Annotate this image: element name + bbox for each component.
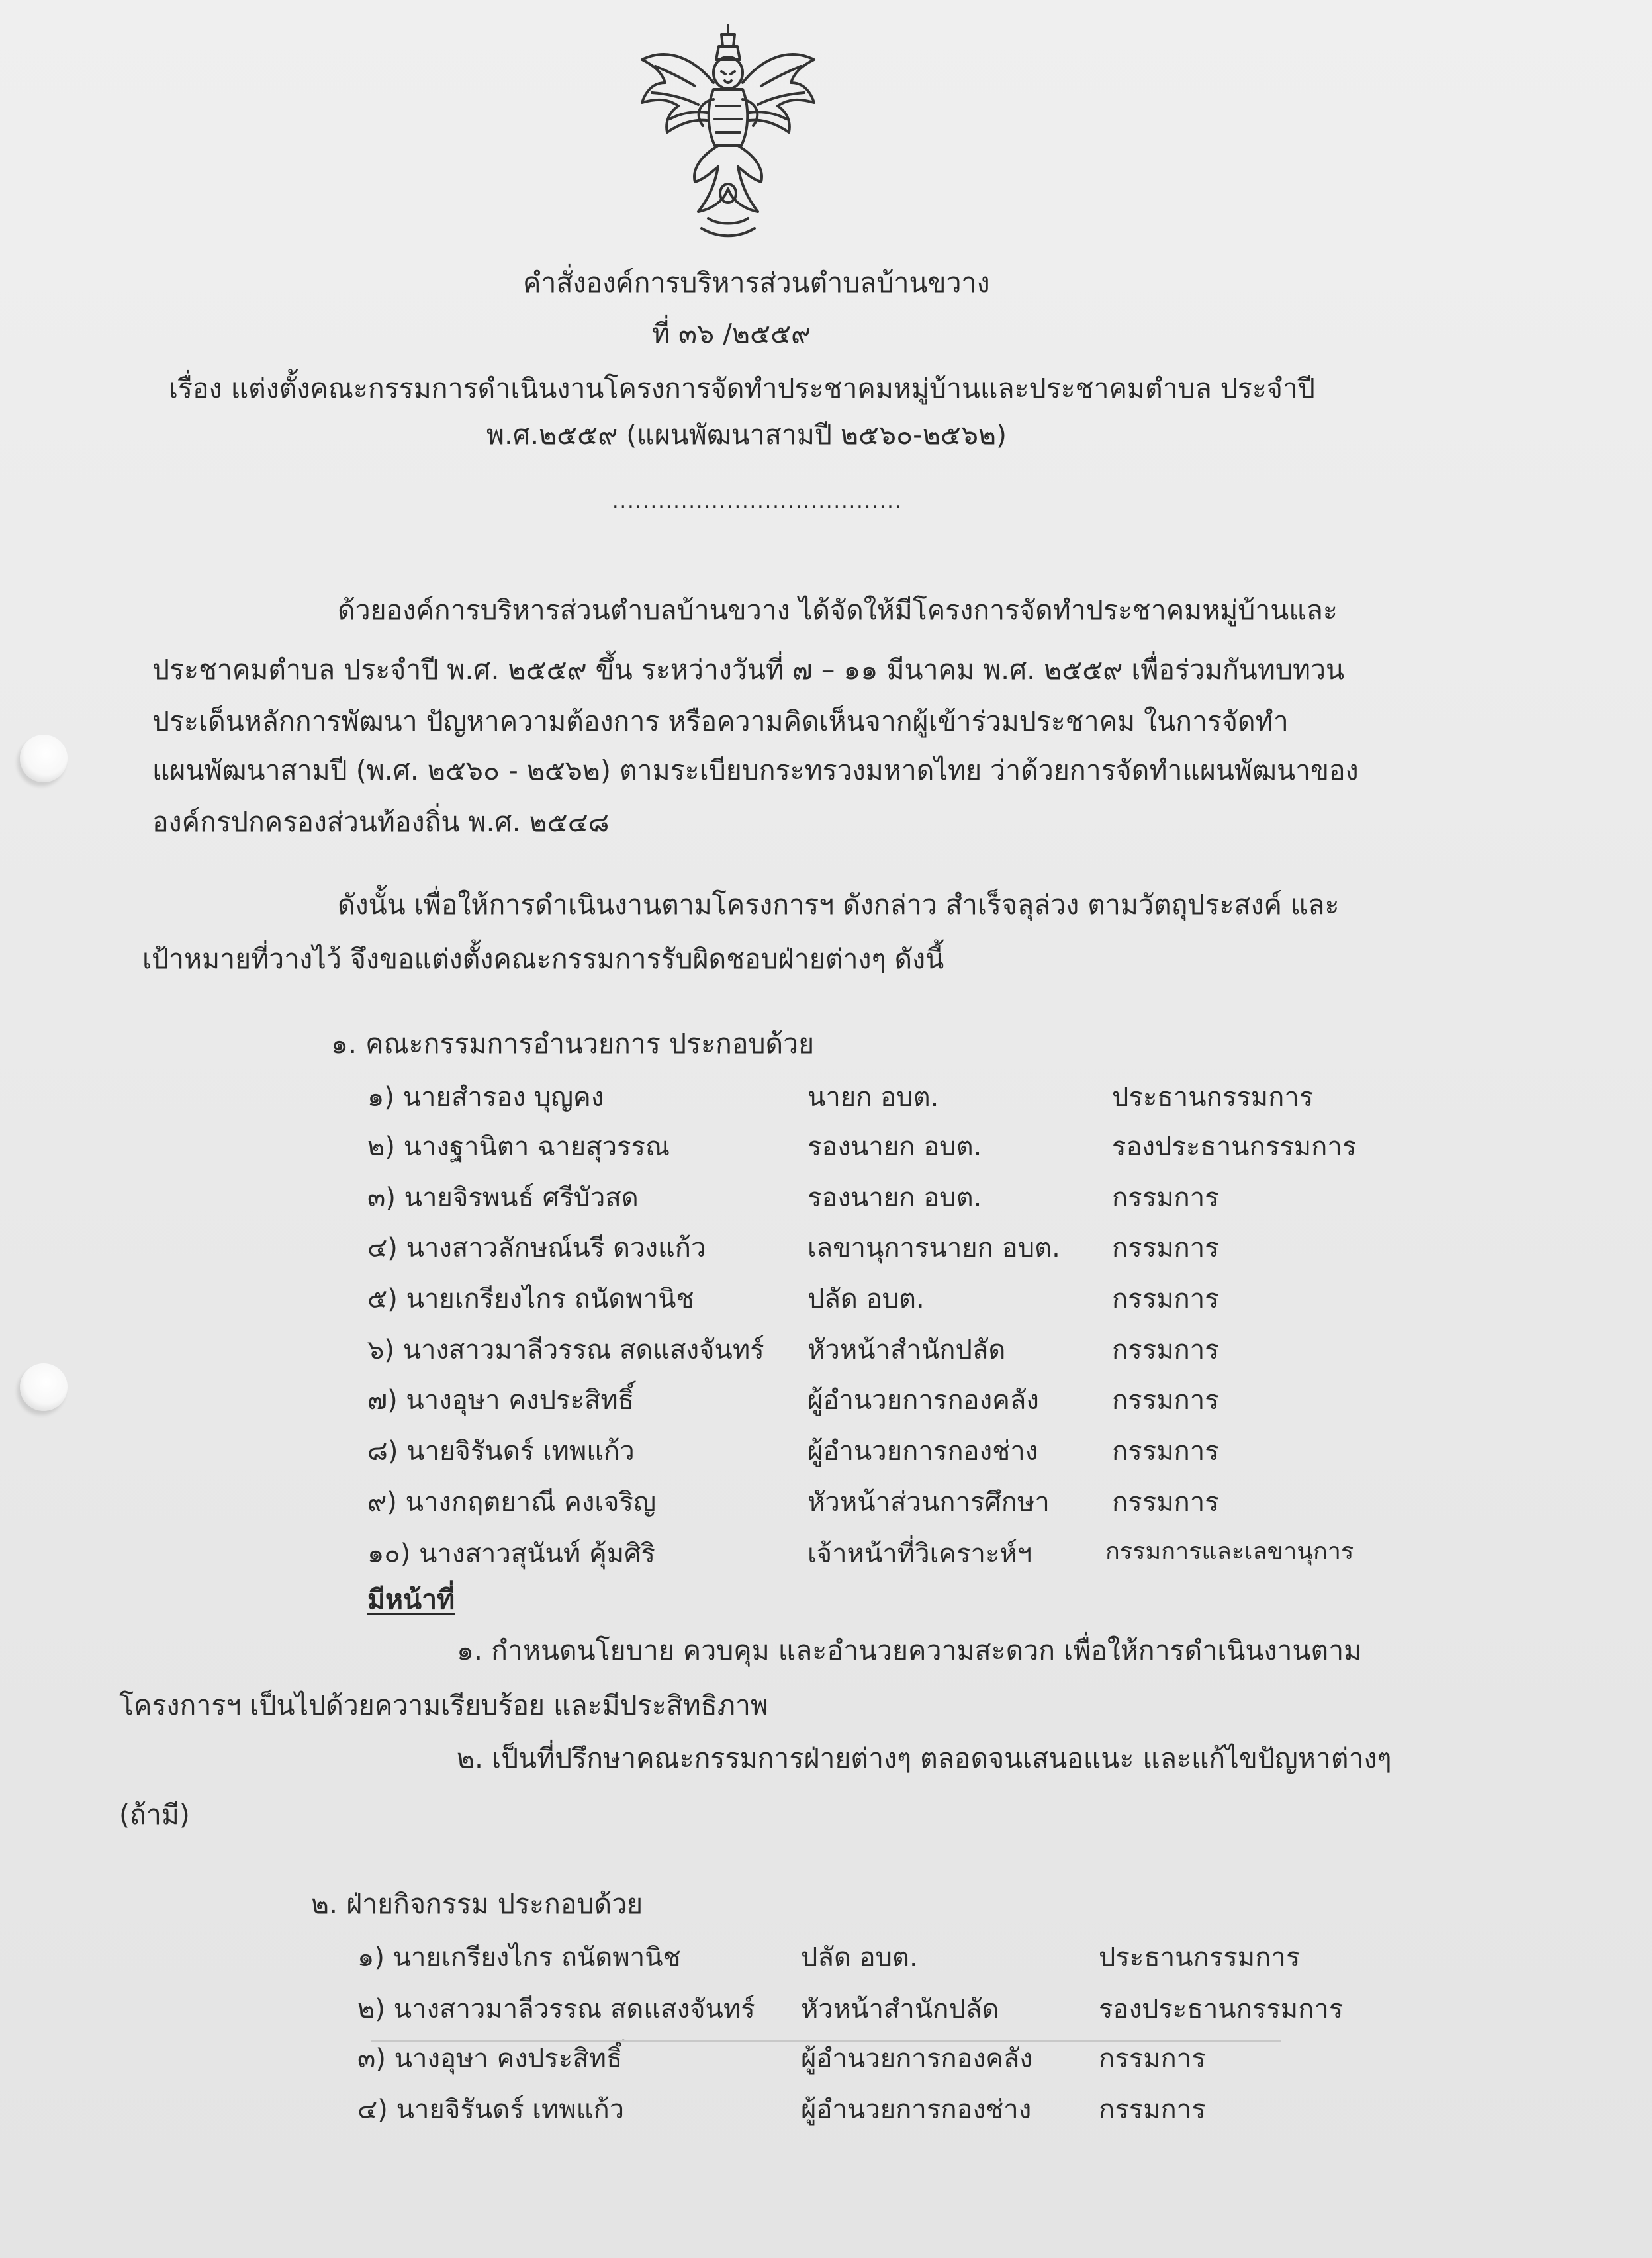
punch-hole-bottom <box>20 1363 68 1411</box>
intro-line-5: องค์กรปกครองส่วนท้องถิ่น พ.ศ. ๒๕๔๘ <box>152 806 610 838</box>
intro-line-2: ประชาคมตำบล ประจำปี พ.ศ. ๒๕๕๙ ขึ้น ระหว่างวันที่ ๗ – ๑๑ มีนาคม พ.ศ. ๒๕๕๙ เพื่อร่วมกันทบทวน <box>152 654 1345 686</box>
member-role: กรรมการ <box>1112 1487 1219 1517</box>
member-role: รองประธานกรรมการ <box>1099 1994 1344 2024</box>
member-role: กรรมการ <box>1112 1385 1219 1416</box>
member-role: กรรมการ <box>1112 1436 1219 1467</box>
member-role: กรรมการ <box>1112 1233 1219 1263</box>
section2-heading: ๒. ฝ่ายกิจกรรม ประกอบด้วย <box>311 1888 643 1920</box>
member-name: ๒) นางสาวมาลีวรรณ สดแสงจันทร์ <box>357 1994 755 2024</box>
member-name: ๓) นายจิรพนธ์ ศรีบัวสด <box>367 1183 639 1213</box>
member-name: ๔) นายจิรันดร์ เทพแก้ว <box>357 2095 625 2125</box>
intro2-line-2: เป้าหมายที่วางไว้ จึงขอแต่งตั้งคณะกรรมการรับผิดชอบฝ่ายต่างๆ ดังนี้ <box>142 943 944 975</box>
member-position: ปลัด อบต. <box>807 1284 925 1314</box>
member-role: กรรมการ <box>1112 1183 1219 1213</box>
member-name: ๓) นางอุษา คงประสิทธิ์ <box>357 2044 623 2074</box>
member-position: หัวหน้าสำนักปลัด <box>801 1994 999 2024</box>
member-position: ผู้อำนวยการกองช่าง <box>807 1436 1038 1467</box>
duty-1-line1: ๑. กำหนดนโยบาย ควบคุม และอำนวยความสะดวก เพื่อให้การดำเนินงานตาม <box>457 1635 1362 1666</box>
member-position: รองนายก อบต. <box>807 1183 982 1213</box>
member-name: ๔) นางสาวลักษณ์นรี ดวงแก้ว <box>367 1233 706 1263</box>
member-position: หัวหน้าสำนักปลัด <box>807 1335 1006 1365</box>
member-name: ๕) นายเกรียงไกร ถนัดพานิช <box>367 1284 694 1314</box>
order-number: ที่ ๓๖ /๒๕๕๙ <box>652 318 811 349</box>
member-role: รองประธานกรรมการ <box>1112 1132 1357 1162</box>
member-role: กรรมการ <box>1099 2044 1206 2074</box>
order-subject-line2: พ.ศ.๒๕๕๙ (แผนพัฒนาสามปี ๒๕๖๐-๒๕๖๒) <box>486 419 1007 451</box>
member-position: รองนายก อบต. <box>807 1132 982 1162</box>
member-name: ๗) นางอุษา คงประสิทธิ์ <box>367 1385 635 1416</box>
duty-heading: มีหน้าที่ <box>367 1584 455 1615</box>
member-role: กรรมการและเลขานุการ <box>1105 1538 1354 1565</box>
intro-line-3: ประเด็นหลักการพัฒนา ปัญหาความต้องการ หรือความคิดเห็นจากผู้เข้าร่วมประชาคม ในการจัดทำ <box>152 705 1289 737</box>
member-position: ผู้อำนวยการกองคลัง <box>801 2044 1032 2074</box>
member-role: กรรมการ <box>1112 1284 1219 1314</box>
intro-line-4: แผนพัฒนาสามปี (พ.ศ. ๒๕๖๐ - ๒๕๖๒) ตามระเบียบกระทรวงมหาดไทย ว่าด้วยการจัดทำแผนพัฒนาของ <box>152 754 1359 786</box>
member-position: หัวหน้าส่วนการศึกษา <box>807 1487 1050 1517</box>
member-role: กรรมการ <box>1099 2095 1206 2125</box>
order-subject-line1: เรื่อง แต่งตั้งคณะกรรมการดำเนินงานโครงการจัดทำประชาคมหมู่บ้านและประชาคมตำบล ประจำปี <box>169 373 1315 404</box>
member-position: ปลัด อบต. <box>801 1942 918 1973</box>
scan-fold-line <box>371 2040 1281 2042</box>
punch-hole-top <box>20 735 68 782</box>
member-role: ประธานกรรมการ <box>1099 1942 1301 1973</box>
member-name: ๑๐) นางสาวสุนันท์ คุ้มศิริ <box>367 1539 655 1569</box>
duty-1-line2: โครงการฯ เป็นไปด้วยความเรียบร้อย และมีประสิทธิภาพ <box>119 1690 768 1721</box>
member-position: เจ้าหน้าที่วิเคราะห์ฯ <box>807 1539 1032 1569</box>
member-name: ๒) นางฐานิตา ฉายสุวรรณ <box>367 1132 670 1162</box>
duty-2-line1: ๒. เป็นที่ปรึกษาคณะกรรมการฝ่ายต่างๆ ตลอดจนเสนอแนะ และแก้ไขปัญหาต่างๆ <box>457 1742 1392 1774</box>
member-position: ผู้อำนวยการกองคลัง <box>807 1385 1039 1416</box>
member-name: ๑) นายเกรียงไกร ถนัดพานิช <box>357 1942 681 1973</box>
member-name: ๘) นายจิรันดร์ เทพแก้ว <box>367 1436 635 1467</box>
separator-dots: ...................................... <box>612 490 903 513</box>
intro2-line-1: ดังนั้น เพื่อให้การดำเนินงานตามโครงการฯ ดังกล่าว สำเร็จลุล่วง ตามวัตถุประสงค์ และ <box>338 889 1340 921</box>
member-name: ๙) นางกฤตยาณี คงเจริญ <box>367 1487 657 1517</box>
member-position: นายก อบต. <box>807 1082 939 1112</box>
member-name: ๖) นางสาวมาลีวรรณ สดแสงจันทร์ <box>367 1335 764 1365</box>
member-position: ผู้อำนวยการกองช่าง <box>801 2095 1032 2125</box>
duty-2-line2: (ถ้ามี) <box>119 1799 190 1830</box>
member-name: ๑) นายสำรอง บุญคง <box>367 1082 604 1112</box>
member-role: กรรมการ <box>1112 1335 1219 1365</box>
member-position: เลขานุการนายก อบต. <box>807 1233 1060 1263</box>
section1-heading: ๑. คณะกรรมการอำนวยการ ประกอบด้วย <box>331 1028 815 1060</box>
order-title: คำสั่งองค์การบริหารส่วนตำบลบ้านขวาง <box>523 267 990 298</box>
garuda-emblem-icon <box>629 20 827 245</box>
intro-line-1: ด้วยองค์การบริหารส่วนตำบลบ้านขวาง ได้จัดให้มีโครงการจัดทำประชาคมหมู่บ้านและ <box>338 594 1338 626</box>
member-role: ประธานกรรมการ <box>1112 1082 1314 1112</box>
